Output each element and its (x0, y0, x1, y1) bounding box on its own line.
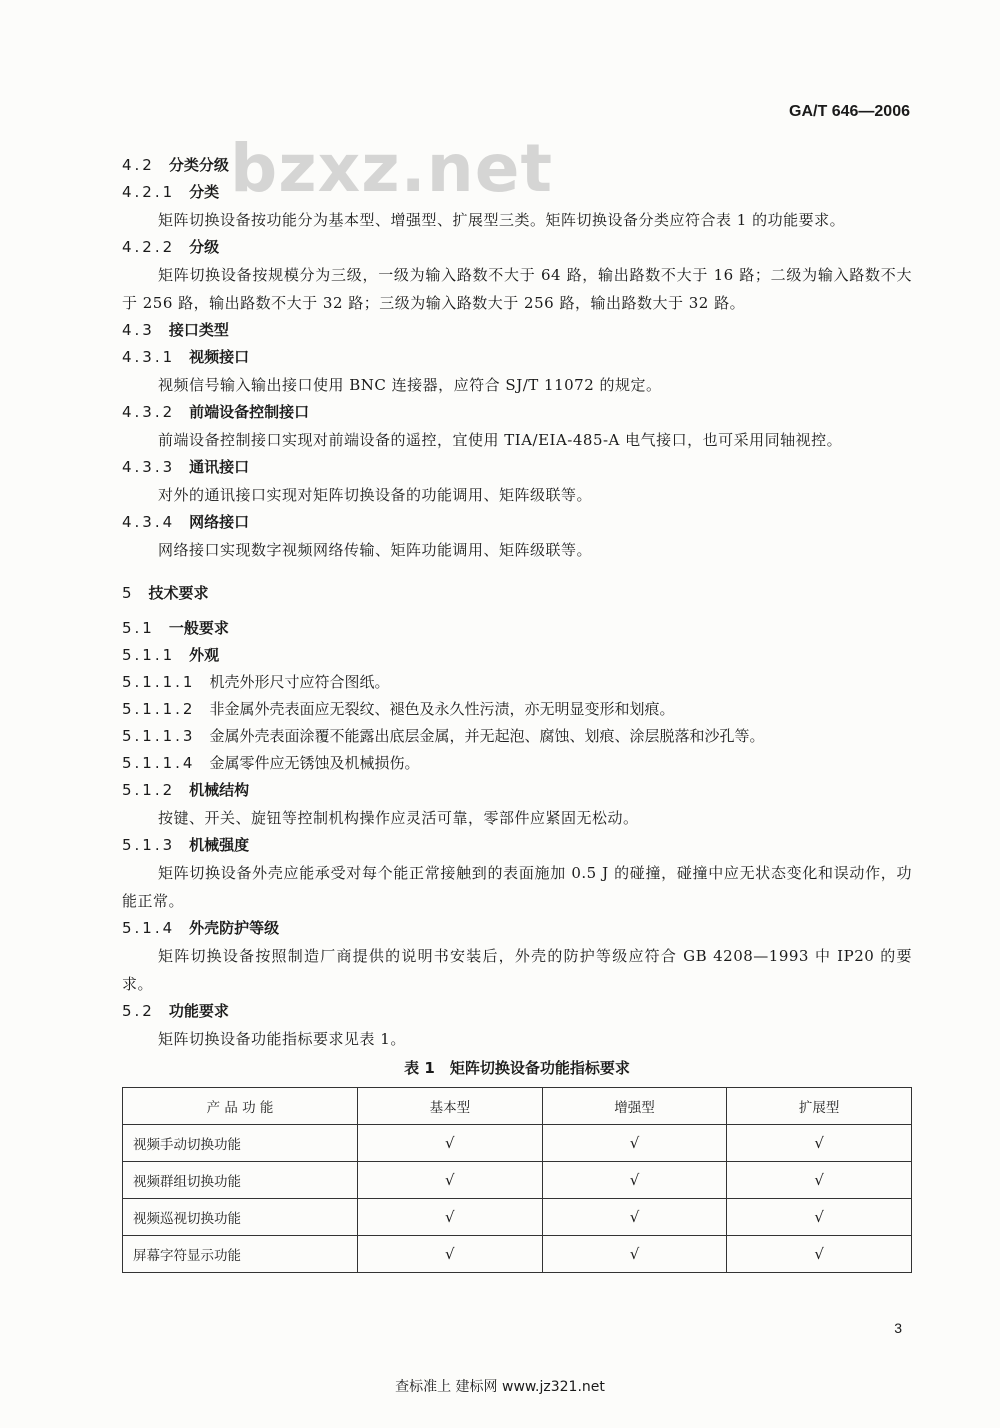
check-mark: √ (358, 1236, 543, 1273)
section-heading: 4.3 接口类型 (122, 321, 229, 339)
section-heading: 4.3.1 视频接口 (122, 348, 250, 366)
section-heading: 4.2 分类分级 (122, 156, 229, 174)
table-row (123, 1125, 912, 1162)
section-heading: 4.2.2 分级 (122, 238, 220, 256)
check-mark: √ (727, 1125, 912, 1162)
paragraph: 前端设备控制接口实现对前端设备的遥控，宜使用 TIA/EIA-485-A 电气接口，也可采用同轴视控。 (158, 431, 843, 449)
paragraph: 按键、开关、旋钮等控制机构操作应灵活可靠，零部件应紧固无松动。 (158, 809, 639, 827)
section-heading: 4.2.1 分类 (122, 183, 220, 201)
chapter-heading: 5 技术要求 (122, 584, 209, 602)
section-heading: 4.3.3 通讯接口 (122, 458, 250, 476)
check-mark: √ (727, 1236, 912, 1273)
paragraph: 矩阵切换设备按功能分为基本型、增强型、扩展型三类。矩阵切换设备分类应符合表 1 的功能要求。 (158, 211, 846, 229)
check-mark: √ (358, 1125, 543, 1162)
column-header: 扩展型 (727, 1088, 912, 1125)
check-mark: √ (542, 1236, 727, 1273)
table-caption: 表 1 矩阵切换设备功能指标要求 (404, 1059, 630, 1077)
paragraph: 矩阵切换设备外壳应能承受对每个能正常接触到的表面施加 0.5 J 的碰撞，碰撞中应无状态变化和误动作，功能正常。 (122, 864, 912, 910)
table-row (123, 1162, 912, 1199)
section-heading: 5.1.2 机械结构 (122, 781, 250, 799)
clause: 5.1.1.4 金属零件应无锈蚀及机械损伤。 (122, 754, 420, 772)
clause: 5.1.1.3 金属外壳表面涂覆不能露出底层金属，并无起泡、腐蚀、划痕、涂层脱落和沙孔等。 (122, 727, 765, 745)
table-cell: 视频巡视切换功能 (123, 1199, 358, 1236)
table-row (123, 1199, 912, 1236)
check-mark: √ (542, 1162, 727, 1199)
section-heading: 4.3.2 前端设备控制接口 (122, 403, 310, 421)
spacer (122, 607, 912, 615)
standard-number: GA/T 646—2006 (789, 103, 910, 120)
spacer (122, 564, 912, 580)
check-mark: √ (542, 1199, 727, 1236)
section-heading: 5.1.3 机械强度 (122, 836, 250, 854)
table-header-row (123, 1088, 912, 1125)
paragraph: 网络接口实现数字视频网络传输、矩阵功能调用、矩阵级联等。 (158, 541, 593, 559)
check-mark: √ (542, 1125, 727, 1162)
clause: 5.1.1.1 机壳外形尺寸应符合图纸。 (122, 673, 390, 691)
clause: 5.1.1.2 非金属外壳表面应无裂纹、褪色及永久性污渍，亦无明显变形和划痕。 (122, 700, 675, 718)
watermark: bzxz.net (230, 130, 554, 207)
check-mark: √ (727, 1162, 912, 1199)
check-mark: √ (358, 1162, 543, 1199)
check-mark: √ (727, 1199, 912, 1236)
footer-link[interactable]: 查标准上 建标网 www.jz321.net (395, 1379, 605, 1395)
paragraph: 矩阵切换设备按规模分为三级，一级为输入路数不大于 64 路，输出路数不大于 16 路；二级为输入路数不大于 256 路，输出路数不大于 32 路；三级为输入路数大于 256 路，输出路数大于 32 路。 (122, 266, 912, 312)
table-cell: 屏幕字符显示功能 (123, 1236, 358, 1273)
section-heading: 5.1.1 外观 (122, 646, 220, 664)
document-body (122, 152, 912, 1273)
section-heading: 5.1 一般要求 (122, 619, 229, 637)
function-table (122, 1087, 912, 1273)
paragraph: 矩阵切换设备功能指标要求见表 1。 (158, 1030, 406, 1048)
table-cell: 视频群组切换功能 (123, 1162, 358, 1199)
table-cell: 视频手动切换功能 (123, 1125, 358, 1162)
section-heading: 5.2 功能要求 (122, 1002, 229, 1020)
section-heading: 4.3.4 网络接口 (122, 513, 250, 531)
paragraph: 视频信号输入输出接口使用 BNC 连接器，应符合 SJ/T 11072 的规定。 (158, 376, 662, 394)
paragraph: 对外的通讯接口实现对矩阵切换设备的功能调用、矩阵级联等。 (158, 486, 593, 504)
column-header: 产 品 功 能 (123, 1088, 358, 1125)
paragraph: 矩阵切换设备按照制造厂商提供的说明书安装后，外壳的防护等级应符合 GB 4208—1993 中 IP20 的要求。 (122, 947, 912, 993)
column-header: 增强型 (542, 1088, 727, 1125)
section-heading: 5.1.4 外壳防护等级 (122, 919, 280, 937)
check-mark: √ (358, 1199, 543, 1236)
page-number: 3 (894, 1320, 902, 1336)
table-row (123, 1236, 912, 1273)
column-header: 基本型 (358, 1088, 543, 1125)
